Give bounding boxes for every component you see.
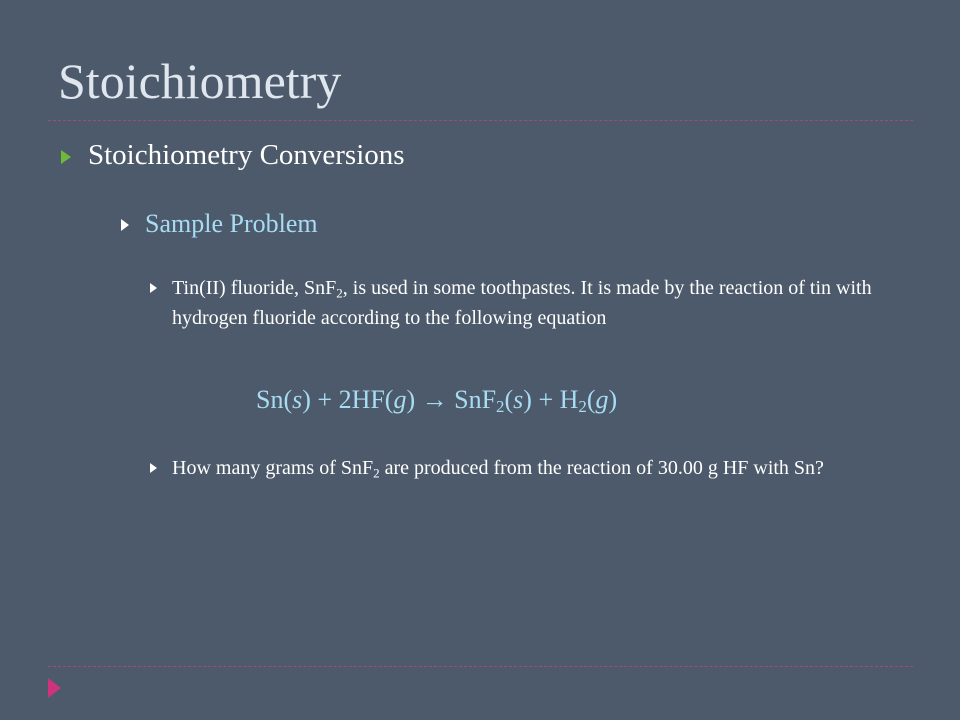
slide-title: Stoichiometry xyxy=(58,53,342,109)
problem-statement: Tin(II) fluoride, SnF$_2$, is used in some toothpastes. It is made by the reaction of tin with hydrogen fluoride according to the following equation xyxy=(172,277,872,329)
footer-triangle-icon xyxy=(48,678,61,698)
chemical-equation: $Sn(s) + 2HF(g) \to SnF_2(s) + H_2(g)$ xyxy=(256,385,618,417)
level2-heading: Sample Problem xyxy=(145,209,318,238)
level3-bullet-icon xyxy=(150,463,157,473)
level2-bullet-icon xyxy=(121,219,129,231)
question-text: How many grams of SnF$_2$ are produced from the reaction of 30.00 g HF with Sn? xyxy=(172,457,824,481)
level1-bullet-icon xyxy=(61,150,71,164)
footer-divider xyxy=(48,666,913,667)
level3-bullet-icon xyxy=(150,283,157,293)
level1-heading: Stoichiometry Conversions xyxy=(88,139,405,171)
title-divider xyxy=(48,120,913,121)
